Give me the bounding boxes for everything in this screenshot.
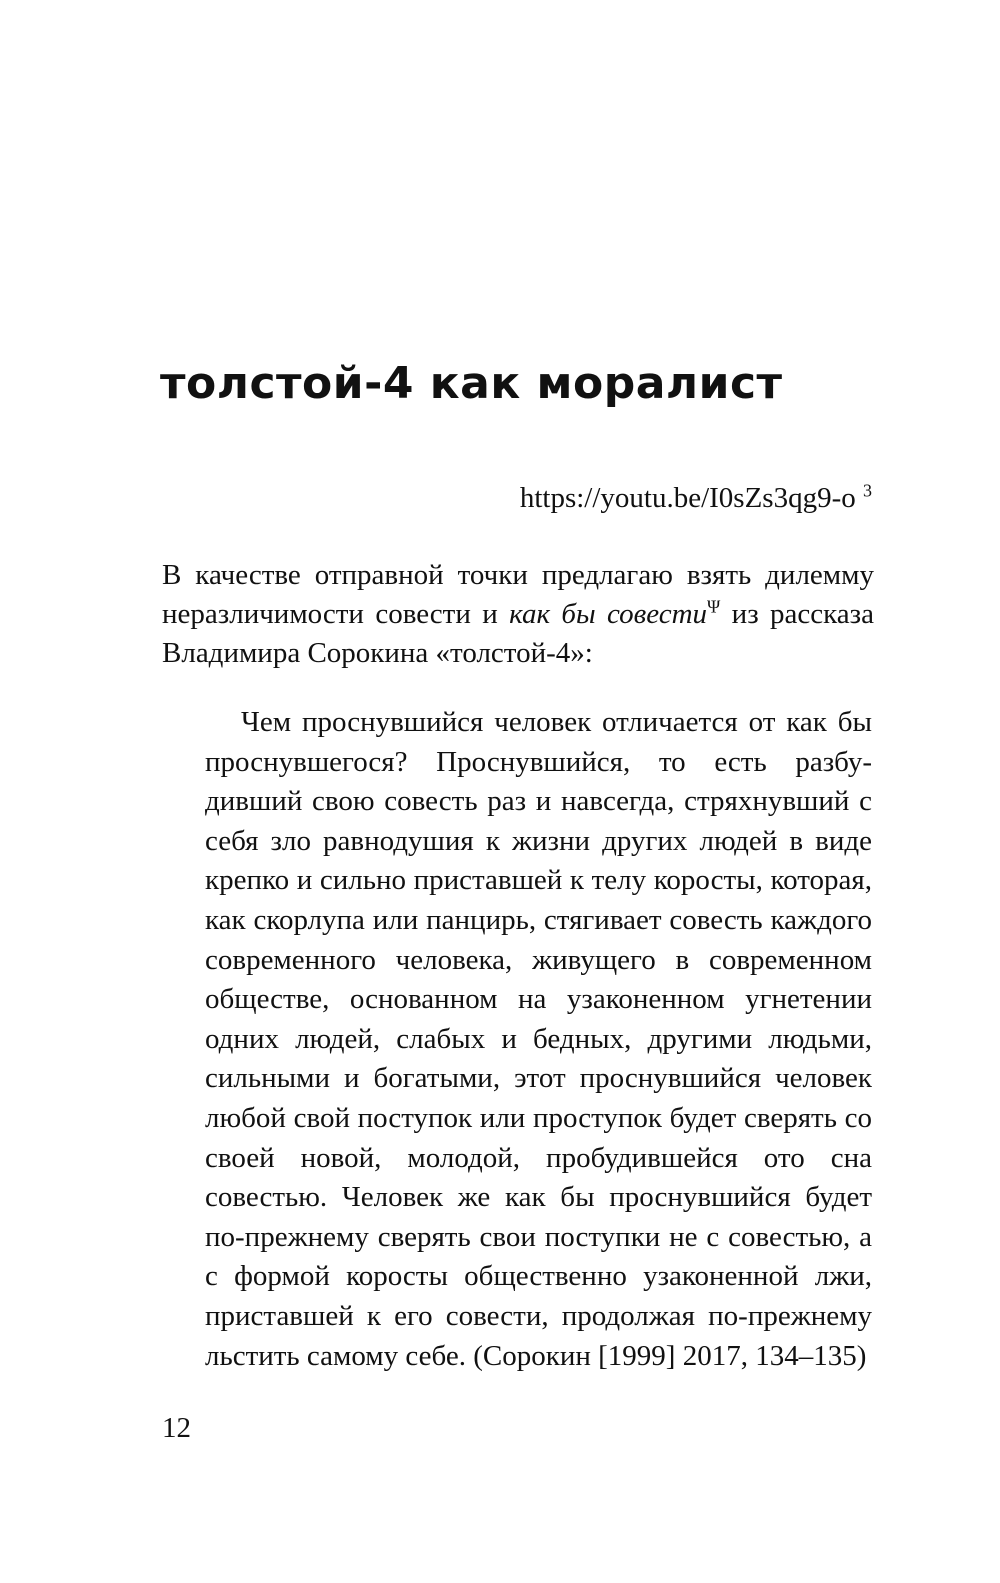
intro-text-before: В качестве отправной точки предлагаю взять дилемму неразличимости совести и xyxy=(162,559,874,630)
block-quote: Чем проснувшийся человек отличается от как бы проснувшегося? Проснувшийся, то есть разбудивший свою совесть раз и навсегда, стряхнувший с себя зло равнодушия к жизни других людей в виде крепко и сильно приставшей к телу коросты, которая, как скорлупа или панцирь, стягивает совесть каждого современного человека, живущего в современном обществе, основанном на узаконенном угнетении одних людей, слабых и бедных, другими людьми, сильными и богатыми, этот проснувшийся человек любой свой поступок или проступок будет сверять со своей новой, молодой, пробудившейся ото сна совестью. Человек же как бы проснувшийся будет по-прежнему сверять свои поступки не с совестью, а с формой коросты общественно узаконенной лжи, приставшей к его совести, продолжая по-прежнему льстить самому себе. (Сорокин [1999] 2017, 134–135) xyxy=(205,706,872,1372)
epigraph xyxy=(520,478,872,518)
intro-italic-term: как бы совести xyxy=(509,598,708,630)
chapter-title: толстой-4 как моралист xyxy=(160,358,783,409)
intro-paragraph xyxy=(162,556,874,673)
intro-text-after: из рассказа Владимира Сорокина «толстой-4»: xyxy=(162,598,874,669)
footnote-reference[interactable]: 3 xyxy=(863,480,872,501)
video-link[interactable]: https://youtu.be/I0sZs3qg9-o xyxy=(519,482,856,514)
psi-mark: Ψ xyxy=(707,596,721,617)
page-number: 12 xyxy=(162,1412,191,1444)
